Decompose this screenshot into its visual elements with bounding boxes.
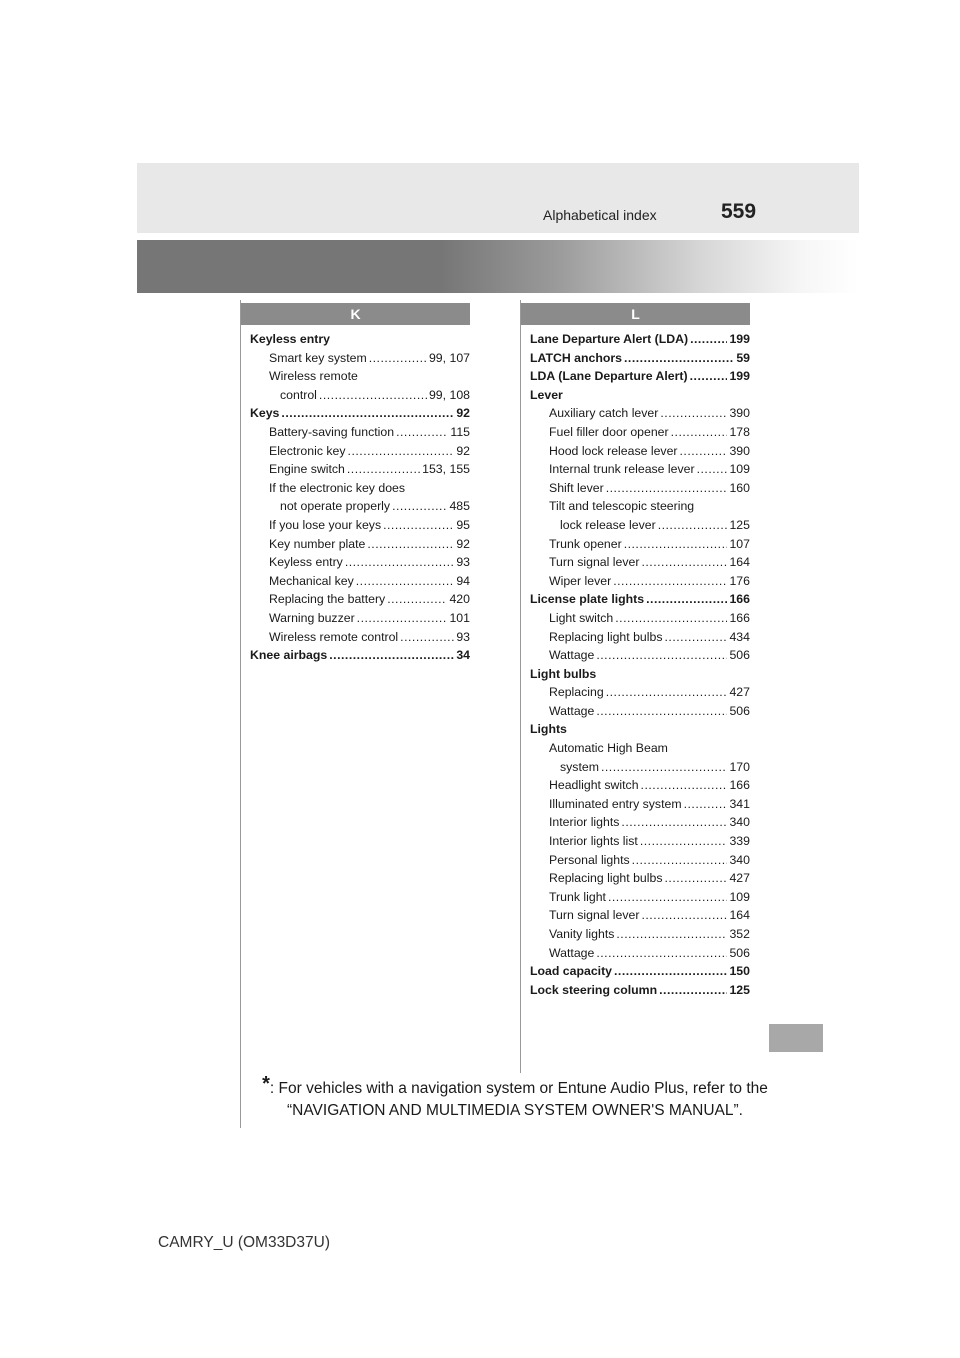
dot-leader	[632, 851, 728, 870]
dot-leader	[329, 646, 454, 665]
entry-label: Wattage	[549, 648, 595, 663]
section-title: Alphabetical index	[543, 207, 657, 223]
entry-pages: 485	[449, 499, 470, 514]
dot-leader	[606, 479, 728, 498]
index-entry	[530, 702, 750, 721]
footnote-text: : For vehicles with a navigation system or Entune Audio Plus, refer to the “NAVIGATION AND MULTIMEDIA SYSTEM OWNER'S MANUAL”.	[269, 1080, 768, 1119]
index-heading: Keyless entry	[250, 332, 330, 346]
entry-label: system	[560, 759, 599, 774]
index-entry	[530, 758, 750, 777]
page-number: 559	[721, 200, 757, 223]
index-entry	[530, 535, 750, 554]
entry-pages: 340	[729, 852, 750, 867]
index-entry	[530, 906, 750, 925]
entry-pages: 115	[450, 424, 470, 439]
document-code: CAMRY_U (OM33D37U)	[158, 1234, 330, 1251]
entry-pages: 59	[736, 350, 750, 365]
index-entry	[530, 460, 750, 479]
entry-pages: 390	[729, 406, 750, 421]
index-entry	[250, 497, 470, 516]
entry-pages: 427	[729, 871, 750, 886]
entry-pages: 160	[729, 480, 750, 495]
entry-label: Internal trunk release lever	[549, 462, 695, 477]
entry-pages: 434	[729, 629, 750, 644]
column-heading-k: K	[241, 303, 470, 325]
entry-label: Replacing	[549, 685, 604, 700]
entry-pages: 101	[449, 610, 470, 625]
dot-leader	[387, 590, 447, 609]
dot-leader	[690, 330, 727, 349]
dot-leader	[671, 423, 728, 442]
entry-label: Trunk opener	[549, 536, 622, 551]
entry-pages: 99, 107	[428, 350, 470, 365]
dot-leader	[664, 628, 727, 647]
dot-leader	[697, 460, 728, 479]
entry-pages: 390	[729, 443, 750, 458]
index-heading: Lever	[530, 387, 563, 402]
entry-label: Interior lights list	[549, 834, 638, 849]
dot-leader	[345, 553, 455, 572]
entry-label: Replacing the battery	[269, 592, 386, 607]
entry-pages: 352	[729, 927, 750, 941]
index-entry	[250, 590, 470, 609]
entry-label: Key number plate	[269, 536, 366, 551]
footnote-marker: *	[262, 1073, 270, 1095]
index-entry	[530, 851, 750, 870]
dot-leader	[664, 869, 727, 888]
dot-leader	[646, 590, 727, 609]
dot-leader	[624, 535, 728, 554]
entry-pages: 166	[729, 610, 750, 625]
index-entry	[530, 813, 750, 832]
entry-label: LDA (Lane Departure Alert)	[530, 369, 688, 384]
index-entry	[530, 925, 750, 944]
entry-pages: 150	[729, 964, 750, 979]
dot-leader	[357, 609, 448, 628]
entry-pages: 166	[729, 592, 750, 607]
index-heading: Wireless remote	[269, 369, 358, 384]
entry-label: Turn signal lever	[549, 908, 640, 923]
header-gradient-bar	[137, 240, 859, 293]
dot-leader	[347, 460, 420, 479]
index-entry	[250, 460, 470, 479]
entry-label: Wattage	[549, 703, 595, 718]
entry-pages: 341	[729, 796, 750, 811]
entry-label: control	[280, 387, 317, 402]
entry-pages: 92	[456, 443, 470, 458]
entry-pages: 176	[729, 573, 750, 588]
entry-label: If you lose your keys	[269, 517, 382, 532]
index-entry	[530, 869, 750, 888]
entry-label: License plate lights	[530, 592, 645, 607]
entry-pages: 166	[729, 778, 750, 793]
entry-pages: 506	[729, 648, 750, 663]
entry-label: Warning buzzer	[269, 610, 355, 625]
entry-label: Lock steering column	[530, 982, 658, 997]
entry-label: Load capacity	[530, 964, 613, 979]
entry-label: Wiper lever	[549, 573, 612, 588]
entry-label: Fuel filler door opener	[549, 424, 669, 439]
index-entry	[530, 516, 750, 535]
dot-leader	[392, 497, 447, 516]
thumb-index-tab	[769, 1024, 823, 1052]
entry-pages: 506	[729, 945, 750, 960]
dot-leader	[396, 423, 448, 442]
entry-label: Interior lights	[549, 815, 620, 830]
dot-leader	[621, 813, 727, 832]
entry-label: Illuminated entry system	[549, 796, 682, 811]
entry-pages: 107	[729, 536, 750, 551]
entry-pages: 164	[729, 555, 750, 570]
entry-label: Keys	[250, 406, 280, 421]
dot-leader	[383, 516, 454, 535]
dot-leader	[281, 404, 454, 423]
dot-leader	[596, 646, 727, 665]
entry-pages: 170	[729, 759, 750, 774]
index-entry	[530, 683, 750, 702]
dot-leader	[641, 553, 727, 572]
index-entry	[250, 553, 470, 572]
dot-leader	[356, 572, 455, 591]
dot-leader	[615, 609, 727, 628]
index-entry	[530, 962, 750, 981]
index-entry	[250, 535, 470, 554]
index-entry	[250, 572, 470, 591]
index-entry	[530, 944, 750, 963]
column-heading-l: L	[521, 303, 750, 325]
index-entry	[250, 442, 470, 461]
entry-label: Lane Departure Alert (LDA)	[530, 332, 689, 346]
entry-pages: 125	[729, 982, 750, 997]
dot-leader	[608, 888, 728, 907]
index-entry	[250, 646, 470, 665]
entry-label: lock release lever	[560, 517, 656, 532]
middle-column-rule	[520, 300, 521, 1073]
index-entry	[530, 888, 750, 907]
dot-leader	[658, 516, 728, 535]
dot-leader	[596, 702, 727, 721]
entry-pages: 153, 155	[422, 462, 470, 477]
entry-label: Personal lights	[549, 852, 630, 867]
entry-label: not operate properly	[280, 499, 391, 514]
index-entry	[530, 628, 750, 647]
entry-pages: 99, 108	[428, 387, 470, 402]
index-entry	[530, 832, 750, 851]
entry-label: Replacing light bulbs	[549, 871, 663, 886]
left-column-rule	[240, 300, 241, 1128]
index-entry	[530, 330, 750, 349]
index-column-l	[530, 330, 750, 999]
entry-label: Trunk light	[549, 889, 606, 904]
entry-label: Vanity lights	[549, 927, 615, 941]
entry-pages: 427	[729, 685, 750, 700]
entry-pages: 109	[729, 462, 750, 477]
entry-label: Knee airbags	[250, 648, 328, 663]
index-heading: If the electronic key does	[269, 480, 406, 495]
dot-leader	[367, 535, 454, 554]
index-entry	[250, 349, 470, 368]
entry-pages: 93	[456, 555, 470, 570]
dot-leader	[680, 442, 728, 461]
dot-leader	[614, 962, 727, 981]
dot-leader	[640, 832, 728, 851]
index-entry	[530, 646, 750, 665]
dot-leader	[659, 981, 727, 1000]
dot-leader	[624, 349, 734, 368]
index-entry	[250, 423, 470, 442]
entry-pages: 339	[729, 834, 750, 849]
entry-pages: 95	[456, 517, 470, 532]
index-entry	[530, 609, 750, 628]
index-entry	[530, 479, 750, 498]
entry-label: Mechanical key	[269, 573, 354, 588]
dot-leader	[660, 404, 727, 423]
entry-label: Hood lock release lever	[549, 443, 678, 458]
index-entry	[530, 795, 750, 814]
index-entry	[530, 776, 750, 795]
dot-leader	[348, 442, 455, 461]
dot-leader	[369, 349, 427, 368]
entry-label: Wattage	[549, 945, 595, 960]
entry-pages: 94	[456, 573, 470, 588]
index-column-k	[250, 330, 470, 665]
entry-pages: 506	[729, 703, 750, 718]
entry-pages: 109	[729, 889, 750, 904]
dot-leader	[684, 795, 728, 814]
entry-label: Turn signal lever	[549, 555, 640, 570]
entry-pages: 164	[729, 908, 750, 923]
index-heading: Light bulbs	[530, 666, 597, 681]
index-entry	[530, 349, 750, 368]
entry-pages: 340	[729, 815, 750, 830]
entry-label: Headlight switch	[549, 778, 639, 793]
index-heading: Automatic High Beam	[549, 741, 668, 756]
entry-label: Battery-saving function	[269, 424, 395, 439]
index-heading: Tilt and telescopic steering	[549, 499, 695, 514]
entry-label: Wireless remote control	[269, 629, 399, 644]
dot-leader	[641, 906, 727, 925]
index-entry	[250, 609, 470, 628]
entry-label: LATCH anchors	[530, 350, 623, 365]
index-heading: Lights	[530, 722, 567, 737]
entry-label: Light switch	[549, 610, 614, 625]
dot-leader	[606, 683, 728, 702]
index-entry	[530, 442, 750, 461]
entry-pages: 34	[456, 648, 470, 663]
entry-pages: 92	[456, 536, 470, 551]
entry-pages: 178	[729, 424, 750, 439]
dot-leader	[319, 386, 427, 405]
dot-leader	[613, 572, 727, 591]
entry-label: Shift lever	[549, 480, 604, 495]
entry-label: Electronic key	[269, 443, 346, 458]
entry-pages: 420	[449, 592, 470, 607]
index-entry	[250, 628, 470, 647]
index-entry	[530, 367, 750, 386]
index-entry	[530, 981, 750, 1000]
entry-label: Replacing light bulbs	[549, 629, 663, 644]
index-entry	[250, 516, 470, 535]
index-entry	[530, 572, 750, 591]
dot-leader	[690, 367, 728, 386]
index-entry	[530, 590, 750, 609]
entry-label: Engine switch	[269, 462, 345, 477]
dot-leader	[400, 628, 454, 647]
entry-label: Auxiliary catch lever	[549, 406, 659, 421]
entry-label: Keyless entry	[269, 555, 343, 570]
dot-leader	[641, 776, 728, 795]
footnote	[255, 1073, 775, 1122]
entry-pages: 92	[456, 406, 470, 421]
entry-pages: 199	[729, 332, 750, 346]
index-entry	[250, 404, 470, 423]
index-entry	[530, 423, 750, 442]
entry-label: Smart key system	[269, 350, 367, 365]
index-entry	[530, 404, 750, 423]
index-entry	[250, 386, 470, 405]
dot-leader	[616, 925, 727, 944]
entry-pages: 125	[729, 517, 750, 532]
entry-pages: 93	[456, 629, 470, 644]
entry-pages: 199	[729, 369, 750, 384]
index-entry	[530, 553, 750, 572]
dot-leader	[601, 758, 728, 777]
dot-leader	[596, 944, 727, 963]
